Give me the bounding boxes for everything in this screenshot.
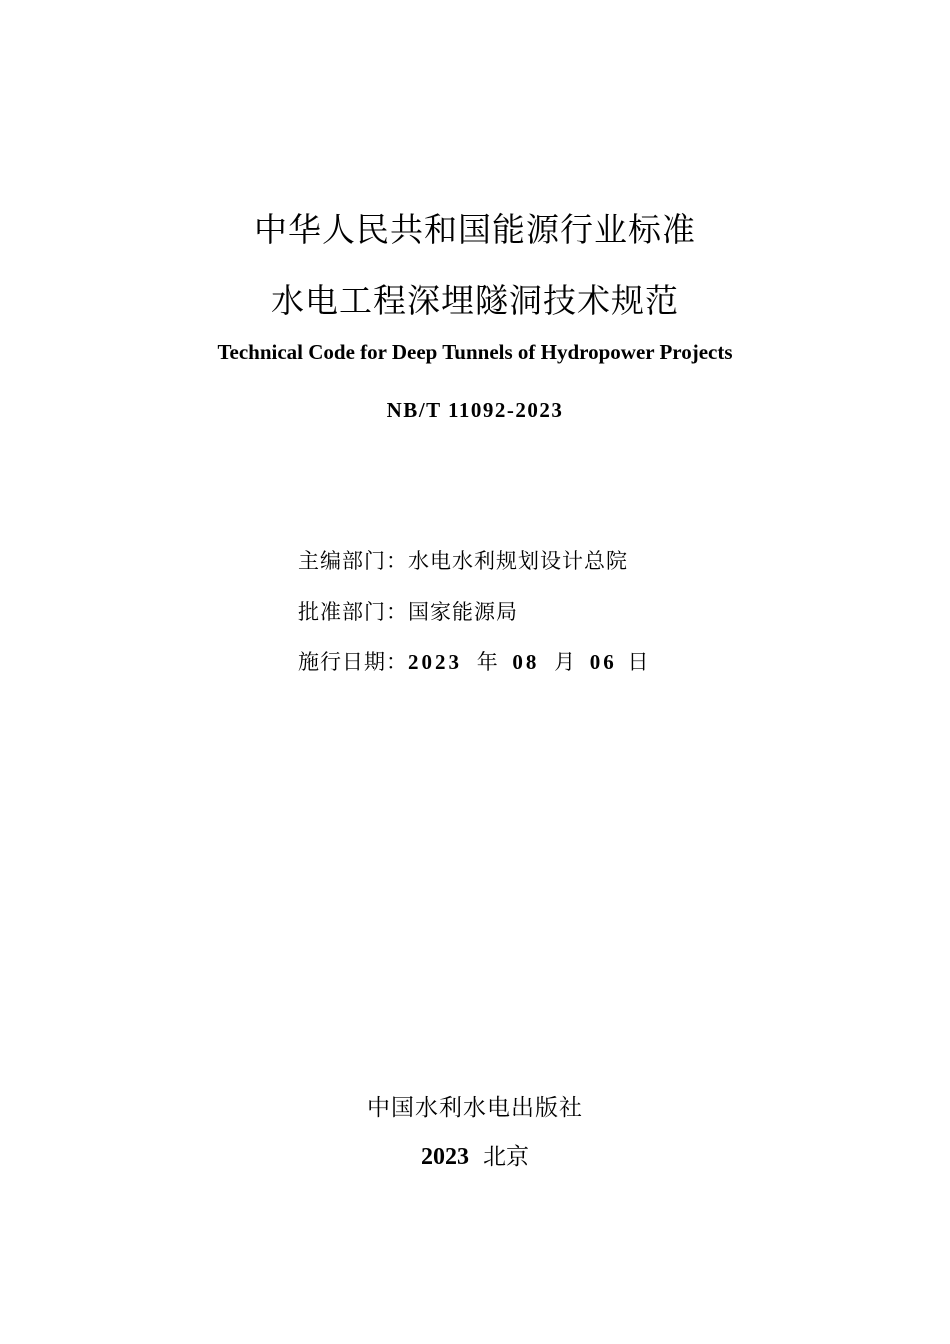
effective-date-row bbox=[298, 646, 648, 676]
approver-value: 国家能源局 bbox=[408, 600, 518, 624]
approver-row bbox=[298, 596, 518, 626]
date-month: 08 bbox=[512, 650, 540, 674]
publication-place bbox=[0, 1138, 950, 1171]
date-year-unit: 年 bbox=[476, 650, 498, 674]
standard-organization-title: 中华人民共和国能源行业标准 bbox=[254, 210, 696, 249]
editor-label: 主编部门： bbox=[298, 549, 408, 573]
date-label: 施行日期： bbox=[298, 650, 408, 674]
editor-value: 水电水利规划设计总院 bbox=[408, 549, 628, 573]
date-year: 2023 bbox=[408, 650, 462, 674]
standard-code: NB/T 11092-2023 bbox=[386, 398, 564, 422]
approver-label: 批准部门： bbox=[298, 600, 408, 624]
publisher-name: 中国水利水电出版社 bbox=[367, 1095, 583, 1121]
publication-year: 2023 bbox=[421, 1144, 469, 1170]
editor-row bbox=[298, 545, 628, 575]
english-title: Technical Code for Deep Tunnels of Hydropower Projects bbox=[217, 340, 733, 364]
publication-city: 北京 bbox=[483, 1144, 529, 1170]
date-month-unit: 月 bbox=[554, 650, 576, 674]
date-day: 06 bbox=[589, 650, 617, 674]
date-day-unit: 日 bbox=[627, 650, 649, 674]
standard-name-title: 水电工程深埋隧洞技术规范 bbox=[271, 281, 679, 320]
